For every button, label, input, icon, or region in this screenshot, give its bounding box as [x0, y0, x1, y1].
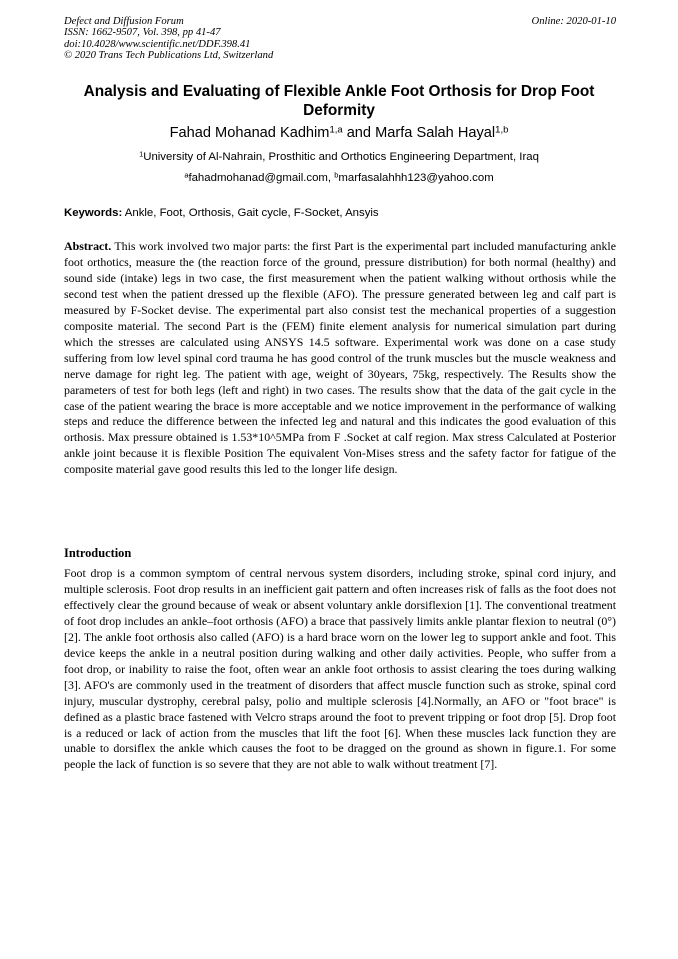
email-a[interactable]: fahadmohanad@gmail.com,	[188, 172, 335, 184]
author-line	[40, 124, 638, 142]
paper-title: Analysis and Evaluating of Flexible Ankle Foot Orthosis for Drop Foot Deformity	[83, 83, 595, 119]
abstract-label: Abstract.	[64, 239, 112, 253]
journal-header	[64, 16, 616, 62]
journal-copyright: © 2020 Trans Tech Publications Ltd, Switzerland	[64, 50, 274, 62]
affiliation	[40, 150, 638, 164]
affiliation-text: University of Al-Nahrain, Prosthitic and Orthotics Engineering Department, Iraq	[143, 151, 539, 163]
author-conjunction: and	[342, 125, 376, 141]
keywords-text: Ankle, Foot, Orthosis, Gait cycle, F-Socket, Ansyis	[122, 207, 379, 219]
introduction-heading: Introduction	[64, 546, 132, 560]
online-date: Online: 2020-01-10	[531, 16, 616, 27]
email-marker-b: b	[334, 170, 339, 180]
author-name-2: Marfa Salah Hayal	[375, 125, 496, 141]
journal-issn: ISSN: 1662-9507, Vol. 398, pp 41-47	[64, 27, 221, 39]
email-b[interactable]: marfasalahhh123@yahoo.com	[338, 172, 494, 184]
journal-name: Defect and Diffusion Forum	[64, 16, 184, 27]
author-name-1: Fahad Mohanad Kadhim	[169, 125, 330, 141]
introduction-paragraph: Foot drop is a common symptom of central nervous system disorders, including stroke, spinal cord injury, and multiple sclerosis. Foot drop results in an inefficient gait pattern and often increases risk of falls as the foot does not effectively clear the ground because of weak or absent voluntary ankle dorsiflexion [1]. The conventional treatment of foot drop includes an ankle–foot orthosis (AFO) a brace that passively limits ankle plantar flexion to neutral (0°) [2]. The ankle foot orthosis also called (AFO) is a hard brace worn on the lower leg to support ankle and foot. This device keeps the ankle in a neutral position during walking and other daily activities. People, who suffer from a foot drop, or inability to raise the foot, often wear an ankle foot orthosis to assist clearing the toes during walking [3]. AFO's are commonly used in the treatment of disorders that affect muscle function such as stroke, spinal cord injury, muscular dystrophy, cerebral palsy, polio and multiple sclerosis [4].Normally, an AFO or "foot brace" is defined as a plastic brace fastened with Velcro straps around the foot to prevent tripping or foot drop [5]. Drop foot is a reduced or lack of action from the muscles that lift the foot [6]. When these muscles lack function they are unable to dorsiflex the ankle which causes the foot to be dragged on the ground as shown in figure.1. For some people the lack of function is so severe that they are not able to walk without treatment [7].	[64, 566, 616, 772]
abstract-text: This work involved two major parts: the first Part is the experimental part included manufacturing ankle foot orthotics, measure the (the reaction force of the ground, pressure distribution) for both normal (healthy) and sound side (intake) legs in two case, the first measurement when the patient walking without orthosis while the second test when the patient dressed up the flexible (AFO). The pressure generated between leg and calf part is measured by F-Socket devise. The experimental part also consist test the mechanical properties of a suggestion composite material. The second Part is the (FEM) finite element analysis for numerical simulation part during which the stresses are calculated using ANSYS 14.5 software. Experimental work was done on a case study suffering from low level spinal cord trauma he has good control of the trunk muscles but the muscle weakness and nerve damage for right leg. The patient with age, weight of 30years, 75kg, respectively. The Results show the parameters of test for both legs (left and right) in two cases. The results show that the data of the gait cycle in the case of the patient wearing the brace is more acceptable and we notice improvement in the performance of walking steps and reduce the difference between the infected leg and natural and this indicates the good evaluation of this orthosis. Max pressure obtained is 1.53*10^5MPa from F .Socket at calf region. Max stress Calculated at Posterior ankle joint because it is flexible Position The equivalent Von-Mises stress and the safety factor for fatigue of the composite material gave good results this led to the longer life design.	[64, 239, 616, 477]
keywords	[64, 206, 616, 220]
author-emails	[40, 171, 638, 185]
author-2-affil-marker: 1,b	[495, 124, 509, 136]
journal-doi: doi:10.4028/www.scientific.net/DDF.398.41	[64, 38, 251, 50]
affiliation-marker: 1	[139, 149, 144, 159]
email-marker-a: a	[184, 170, 189, 180]
abstract	[64, 239, 616, 478]
author-1-affil-marker: 1,a	[329, 124, 343, 136]
keywords-label: Keywords:	[64, 207, 123, 219]
